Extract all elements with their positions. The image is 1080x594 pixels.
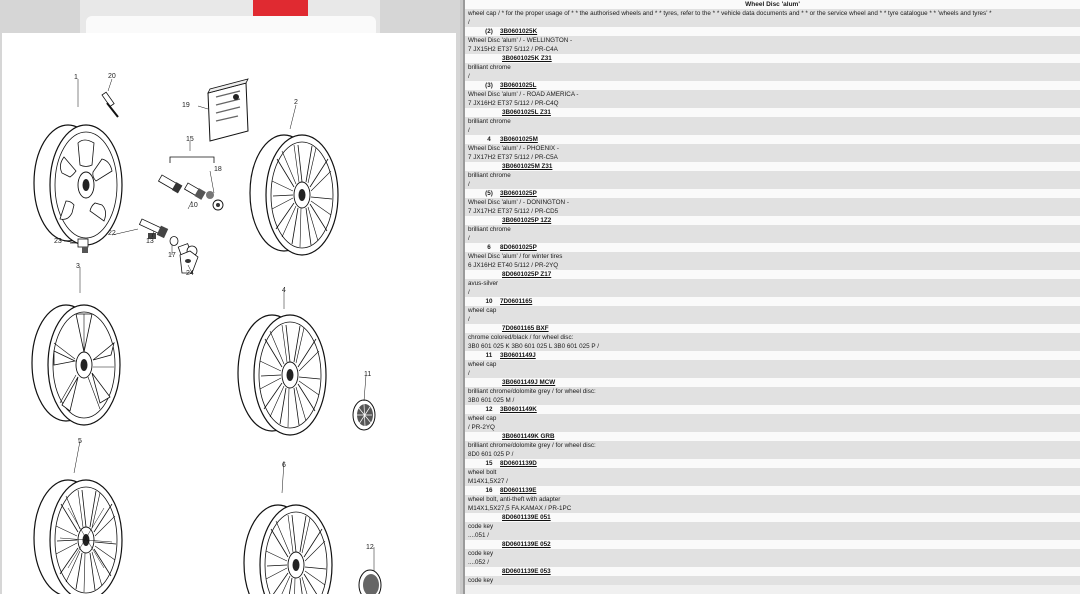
description-row: wheel bolt bbox=[465, 468, 1080, 477]
item-number: 4 bbox=[487, 136, 491, 143]
description-row: Wheel Disc 'alum' / - WELLINGTON - bbox=[465, 36, 1080, 45]
part-number-link[interactable]: 8D0601139E bbox=[500, 487, 537, 494]
part-item-row bbox=[465, 351, 1080, 360]
part-item-row bbox=[465, 27, 1080, 36]
variant-row bbox=[465, 54, 1080, 63]
red-tab[interactable] bbox=[253, 0, 308, 16]
part-number-link[interactable]: 8D0601139E 052 bbox=[502, 541, 551, 548]
part-number-link[interactable]: 8D0601139E 053 bbox=[502, 568, 551, 575]
part-number-link[interactable]: 3B0601149J MCW bbox=[502, 379, 556, 386]
callout-20: 20 bbox=[108, 73, 116, 80]
callout-24: 24 bbox=[186, 270, 194, 277]
description-row: / PR-2YQ bbox=[465, 423, 1080, 432]
variant-row bbox=[465, 567, 1080, 576]
variant-row bbox=[465, 216, 1080, 225]
part-number-link[interactable]: 8D0601025P Z17 bbox=[502, 271, 552, 278]
item-number: 15 bbox=[485, 460, 493, 467]
list-note: wheel cap / * for the proper usage of * * the authorised wheels and * * tyres, refer to the * * vehicle data documents and * * or the service wheel and * * tyre catalogue * * 'wheels and tyres' * bbox=[465, 9, 1080, 18]
part-number-link[interactable]: 7D0601165 bbox=[500, 298, 533, 305]
part-item-row bbox=[465, 189, 1080, 198]
item-number: 16 bbox=[485, 487, 493, 494]
parts-diagram bbox=[2, 33, 456, 594]
description-row: chrome colored/black / for wheel disc: bbox=[465, 333, 1080, 342]
callout-17: 17 bbox=[168, 252, 176, 259]
callout-5: 5 bbox=[78, 438, 82, 445]
description-row: code key bbox=[465, 522, 1080, 531]
part-19-label bbox=[208, 79, 248, 141]
item-number: 11 bbox=[485, 352, 493, 359]
callout-12: 12 bbox=[366, 544, 374, 551]
description-row: Wheel Disc 'alum' / - DONINGTON - bbox=[465, 198, 1080, 207]
description-row: / bbox=[465, 180, 1080, 189]
description-row: avus-silver bbox=[465, 279, 1080, 288]
parts-list[interactable] bbox=[463, 0, 1080, 594]
description-row: / bbox=[465, 126, 1080, 135]
callout-23: 23 bbox=[54, 238, 62, 245]
description-row: wheel bolt, anti-theft with adapter bbox=[465, 495, 1080, 504]
description-row: / bbox=[465, 288, 1080, 297]
part-20-bolt bbox=[102, 92, 118, 117]
description-row: / bbox=[465, 234, 1080, 243]
callout-6: 6 bbox=[282, 462, 286, 469]
description-row: wheel cap bbox=[465, 414, 1080, 423]
variant-row bbox=[465, 162, 1080, 171]
description-row: brilliant chrome bbox=[465, 117, 1080, 126]
part-number-link[interactable]: 3B0601149J bbox=[500, 352, 536, 359]
parts-rows bbox=[465, 18, 1080, 585]
variant-row bbox=[465, 432, 1080, 441]
callout-4: 4 bbox=[282, 287, 286, 294]
item-number: 10 bbox=[485, 298, 493, 305]
description-row: brilliant chrome bbox=[465, 63, 1080, 72]
description-row: Wheel Disc 'alum' / - PHOENIX - bbox=[465, 144, 1080, 153]
variant-row bbox=[465, 324, 1080, 333]
description-row: M14X1,5X27 / bbox=[465, 477, 1080, 486]
description-row: / bbox=[465, 72, 1080, 81]
part-number-link[interactable]: 3B0601025P 1Z2 bbox=[502, 217, 552, 224]
item-number: (2) bbox=[485, 28, 493, 35]
description-row: code key bbox=[465, 576, 1080, 585]
callout-19: 19 bbox=[182, 102, 190, 109]
part-number-link[interactable]: 3B0601025M bbox=[500, 136, 538, 143]
description-row: ....051 / bbox=[465, 531, 1080, 540]
wheel-cap-12 bbox=[359, 570, 381, 594]
callout-11: 11 bbox=[364, 371, 372, 378]
description-row: / bbox=[465, 18, 1080, 27]
wheel-cap-11 bbox=[353, 400, 375, 430]
part-item-row bbox=[465, 243, 1080, 252]
description-row: Wheel Disc 'alum' / for winter tires bbox=[465, 252, 1080, 261]
part-number-link[interactable]: 3B0601025K bbox=[500, 28, 538, 35]
variant-row bbox=[465, 513, 1080, 522]
part-number-link[interactable]: 8D0601139E 051 bbox=[502, 514, 551, 521]
callout-10: 10 bbox=[190, 202, 198, 209]
description-row: M14X1,5X27,5 FA.KAMAX / PR-1PC bbox=[465, 504, 1080, 513]
callout-18: 18 bbox=[214, 166, 222, 173]
callout-13: 13 bbox=[146, 238, 154, 245]
wheel-bolts-group bbox=[139, 174, 223, 258]
part-number-link[interactable]: 8D0601139D bbox=[500, 460, 537, 467]
part-number-link[interactable]: 3B0601025L Z31 bbox=[502, 109, 551, 116]
part-number-link[interactable]: 8D0601025P bbox=[500, 244, 537, 251]
callout-3: 3 bbox=[76, 263, 80, 270]
description-row: brilliant chrome bbox=[465, 225, 1080, 234]
part-number-link[interactable]: 3B0601025M Z31 bbox=[502, 163, 553, 170]
description-row: 8D0 601 025 P / bbox=[465, 450, 1080, 459]
variant-row bbox=[465, 108, 1080, 117]
part-number-link[interactable]: 3B0601025L bbox=[500, 82, 537, 89]
item-number: 6 bbox=[487, 244, 491, 251]
variant-row bbox=[465, 540, 1080, 549]
callout-15: 15 bbox=[186, 136, 194, 143]
variant-row bbox=[465, 378, 1080, 387]
part-number-link[interactable]: 3B0601149K bbox=[500, 406, 537, 413]
part-number-link[interactable]: 7D0601165 BXF bbox=[502, 325, 549, 332]
description-row: 7 JX16H2 ET37 5/112 / PR-C4Q bbox=[465, 99, 1080, 108]
variant-row bbox=[465, 270, 1080, 279]
description-row: 6 JX16H2 ET40 5/112 / PR-2YQ bbox=[465, 261, 1080, 270]
part-item-row bbox=[465, 459, 1080, 468]
description-row: / bbox=[465, 315, 1080, 324]
diagram-pane bbox=[0, 0, 460, 594]
description-row: 7 JX17H2 ET37 5/112 / PR-C5A bbox=[465, 153, 1080, 162]
description-row: 3B0 601 025 K 3B0 601 025 L 3B0 601 025 P / bbox=[465, 342, 1080, 351]
item-number: 12 bbox=[485, 406, 493, 413]
description-row: Wheel Disc 'alum' / - ROAD AMERICA - bbox=[465, 90, 1080, 99]
wheel-exploded-drawing bbox=[2, 33, 456, 594]
description-row: code key bbox=[465, 549, 1080, 558]
list-title: Wheel Disc 'alum' bbox=[465, 0, 1080, 9]
description-row: wheel cap bbox=[465, 360, 1080, 369]
part-item-row bbox=[465, 405, 1080, 414]
description-row: wheel cap bbox=[465, 306, 1080, 315]
item-number: (3) bbox=[485, 82, 493, 89]
parts-list-pane bbox=[460, 0, 1080, 594]
description-row: ....052 / bbox=[465, 558, 1080, 567]
description-row: brilliant chrome/dolomite grey / for wheel disc: bbox=[465, 441, 1080, 450]
callout-1: 1 bbox=[74, 74, 78, 81]
part-item-row bbox=[465, 297, 1080, 306]
description-row: 3B0 601 025 M / bbox=[465, 396, 1080, 405]
description-row: 7 JX17H2 ET37 5/112 / PR-CD5 bbox=[465, 207, 1080, 216]
description-row: / bbox=[465, 369, 1080, 378]
part-number-link[interactable]: 3B0601025K Z31 bbox=[502, 55, 552, 62]
item-number: (5) bbox=[485, 190, 493, 197]
description-row: brilliant chrome/dolomite grey / for wheel disc: bbox=[465, 387, 1080, 396]
description-row: brilliant chrome bbox=[465, 171, 1080, 180]
description-row: 7 JX15H2 ET37 5/112 / PR-C4A bbox=[465, 45, 1080, 54]
part-item-row bbox=[465, 81, 1080, 90]
part-item-row bbox=[465, 486, 1080, 495]
callout-22: 22 bbox=[108, 230, 116, 237]
part-number-link[interactable]: 3B0601025P bbox=[500, 190, 537, 197]
part-number-link[interactable]: 3B0601149K GRB bbox=[502, 433, 555, 440]
callout-2: 2 bbox=[294, 99, 298, 106]
part-item-row bbox=[465, 135, 1080, 144]
